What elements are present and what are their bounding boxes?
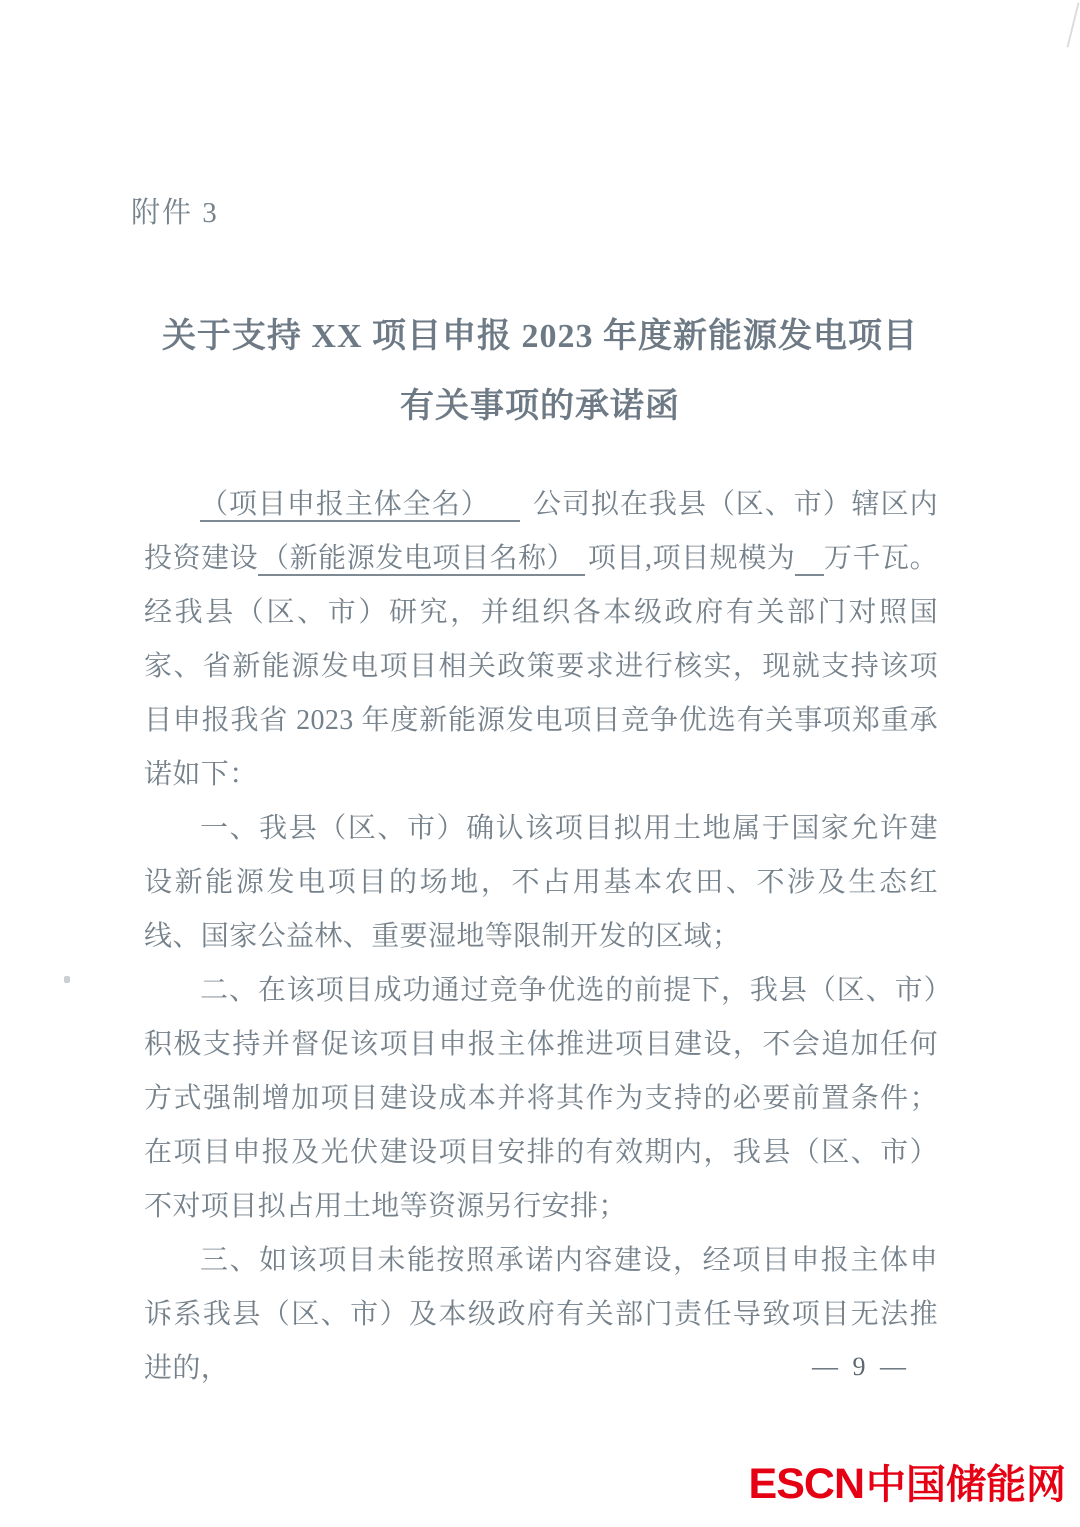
intro-text-2: 项目,项目规模为 <box>587 543 796 574</box>
title-line-2: 有关事项的承诺函 <box>400 388 680 425</box>
page-number: — 9 — <box>812 1352 910 1381</box>
escn-logo-cjk-text: 中国储能网 <box>866 1463 1066 1507</box>
intro-text-1: 公司拟在我县（区、市）辖区内投资建设 <box>144 489 938 574</box>
intro-text-3: 万千瓦。经我县（区、市）研究，并组织各本级政府有关部门对照国家、省新能源发电项目相关政策要求进行核实，现就支持该项目申报我省 2023 年度新能源发电项目竞争优选有关事项郑重承诺如下： <box>144 543 938 790</box>
paragraph-item-1: 一、我县（区、市）确认该项目拟用土地属于国家允许建设新能源发电项目的场地，不占用基本农田、不涉及生态红线、国家公益林、重要湿地等限制开发的区域； <box>144 813 938 952</box>
scan-artifact-speck <box>64 976 70 983</box>
title-line-1: 关于支持 XX 项目申报 2023 年度新能源发电项目 <box>161 318 919 355</box>
scan-edge-artifact <box>1066 2 1079 47</box>
document-body <box>144 478 938 1396</box>
paragraph-item-3: 三、如该项目未能按照承诺内容建设，经项目申报主体申诉系我县（区、市）及本级政府有关部门责任导致项目无法推进的， <box>144 1245 938 1384</box>
paragraph-intro <box>144 478 938 802</box>
paragraph-item-2: 二、在该项目成功通过竞争优选的前提下，我县（区、市）积极支持并督促该项目申报主体推进项目建设，不会追加任何方式强制增加项目建设成本并将其作为支持的必要前置条件；在项目申报及光伏建设项目安排的有效期内，我县（区、市）不对项目拟占用土地等资源另行安排； <box>144 975 938 1222</box>
escn-logo-latin-text: ESCN <box>748 1460 864 1508</box>
escn-watermark-logo <box>749 1460 1066 1518</box>
blank-capacity-underlined <box>795 543 824 576</box>
blank-project-name-underlined: （新能源发电项目名称） <box>258 543 585 576</box>
attachment-label: 附件 3 <box>131 197 219 229</box>
document-title <box>0 302 1080 442</box>
blank-applicant-name-underlined: （项目申报主体全名） <box>200 489 520 522</box>
